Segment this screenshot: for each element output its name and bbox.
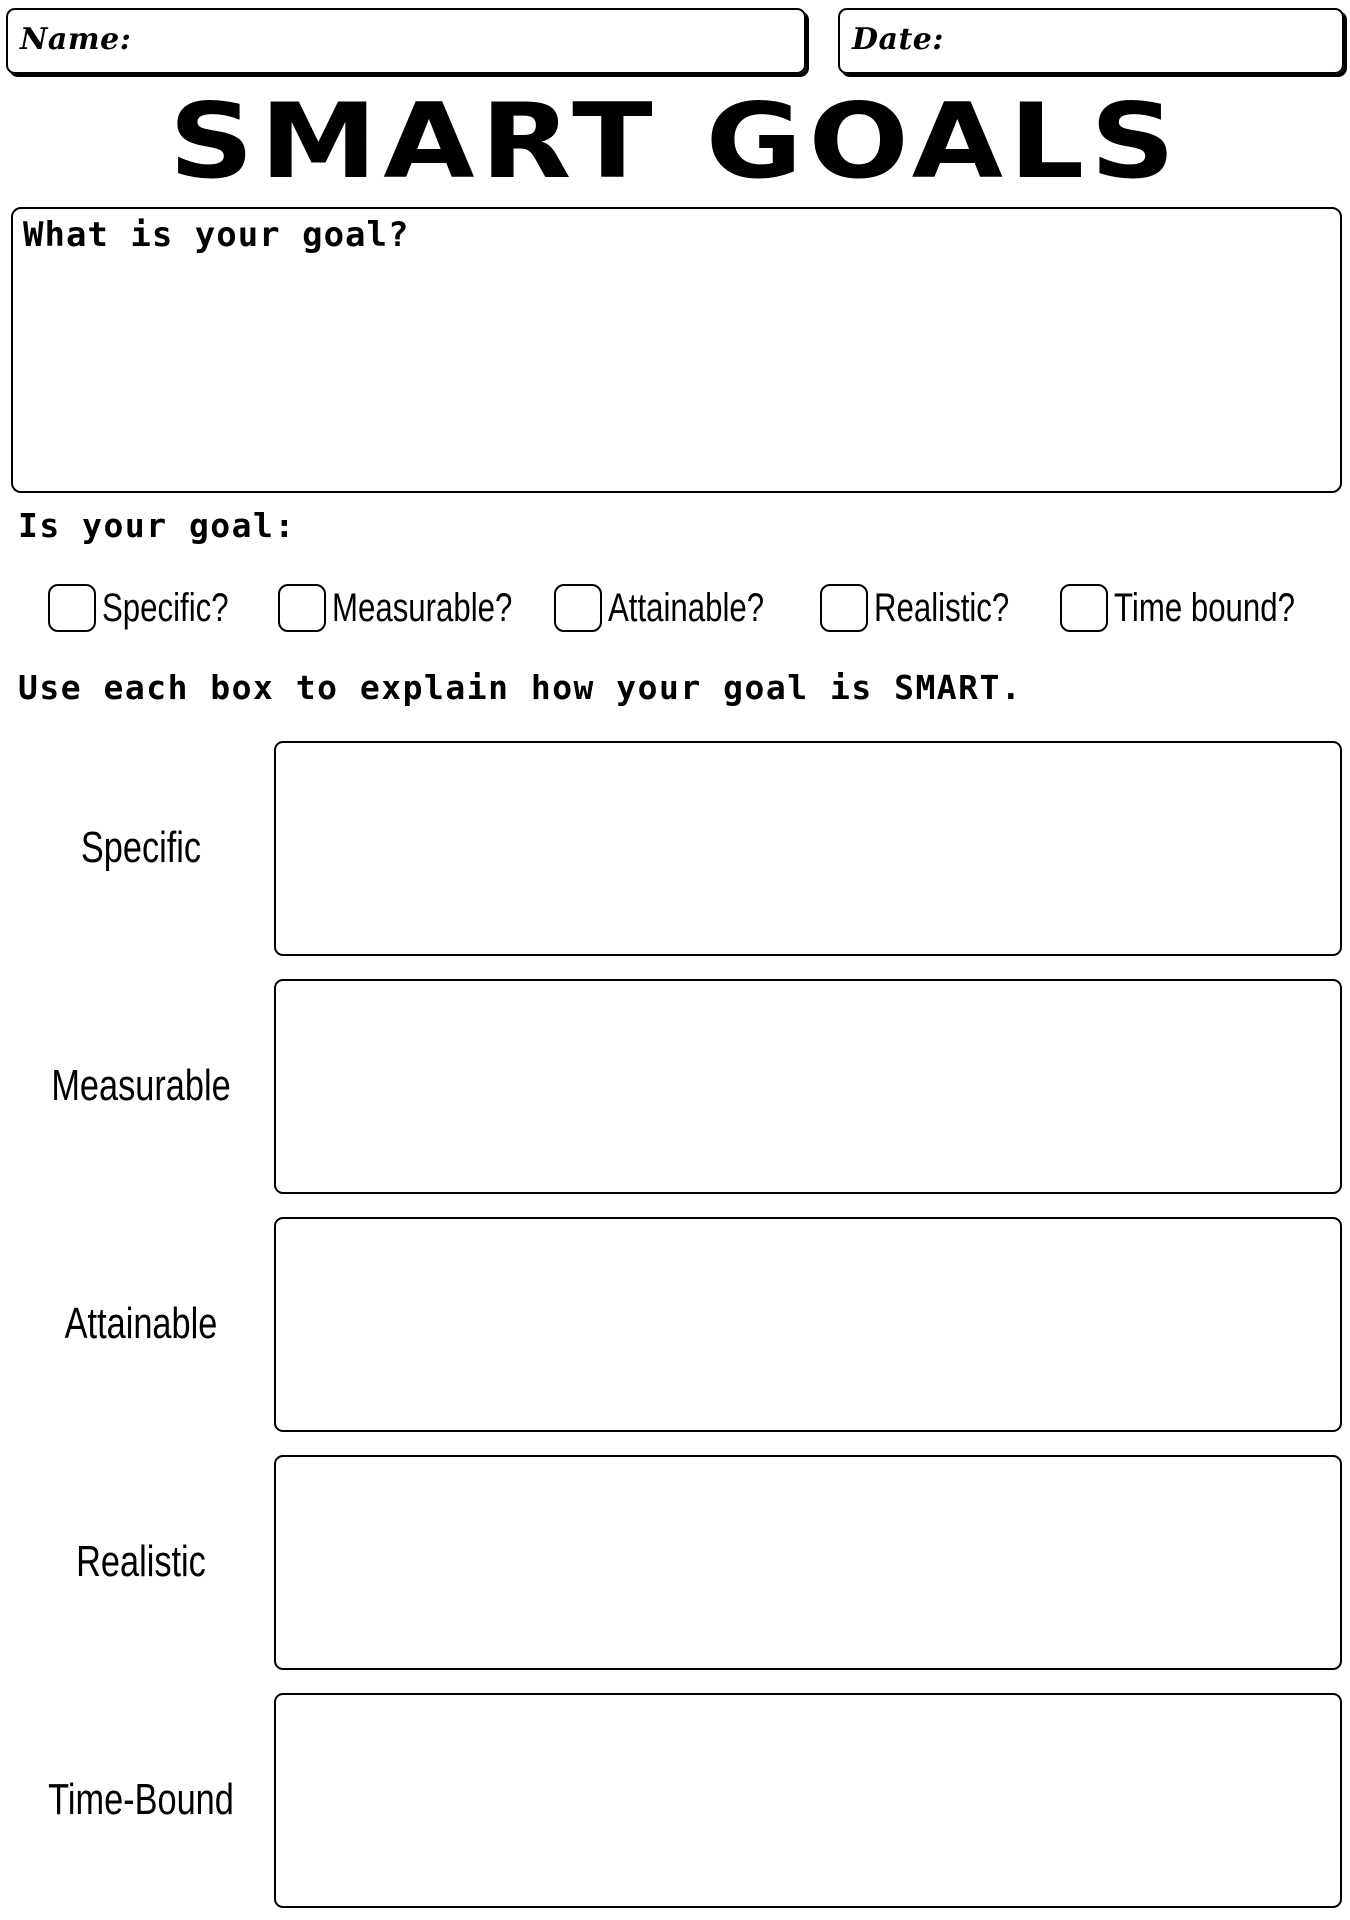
row-label-measurable: Measurable <box>51 1061 231 1110</box>
answer-box-attainable[interactable] <box>274 1217 1342 1432</box>
answer-box-time-bound[interactable] <box>274 1693 1342 1908</box>
name-label: Name: <box>20 22 132 57</box>
answer-box-specific[interactable] <box>274 741 1342 956</box>
checkbox-specific[interactable] <box>48 584 96 632</box>
row-label-specific: Specific <box>80 823 202 872</box>
checklist-label-attainable: Attainable? <box>608 585 765 630</box>
checklist-item-specific[interactable] <box>48 580 264 636</box>
name-field[interactable] <box>6 8 806 74</box>
checklist-item-attainable[interactable] <box>554 580 808 636</box>
date-field[interactable] <box>838 8 1344 74</box>
page-title: SMART GOALS <box>168 80 1182 202</box>
checkbox-measurable[interactable] <box>278 584 326 632</box>
answer-box-realistic[interactable] <box>274 1455 1342 1670</box>
date-label: Date: <box>852 22 944 57</box>
checklist-label-measurable: Measurable? <box>332 585 513 630</box>
row-label-time-bound: Time-Bound <box>48 1775 234 1824</box>
row-label-realistic: Realistic <box>76 1537 206 1586</box>
checklist-item-realistic[interactable] <box>820 580 1047 636</box>
goal-answer-box[interactable] <box>11 207 1342 493</box>
checklist-label-realistic: Realistic? <box>874 585 1010 630</box>
criteria-prompt: Is your goal: <box>18 506 296 545</box>
row-label-attainable: Attainable <box>64 1299 218 1348</box>
checkbox-realistic[interactable] <box>820 584 868 632</box>
instruction-text: Use each box to explain how your goal is SMART. <box>18 668 1023 707</box>
goal-question: What is your goal? <box>23 215 410 255</box>
checklist-label-time-bound: Time bound? <box>1114 585 1295 630</box>
checklist-item-measurable[interactable] <box>278 580 563 636</box>
checkbox-attainable[interactable] <box>554 584 602 632</box>
checklist-label-specific: Specific? <box>102 585 229 630</box>
answer-box-measurable[interactable] <box>274 979 1342 1194</box>
checklist-item-time-bound[interactable] <box>1060 580 1346 636</box>
checkbox-time-bound[interactable] <box>1060 584 1108 632</box>
